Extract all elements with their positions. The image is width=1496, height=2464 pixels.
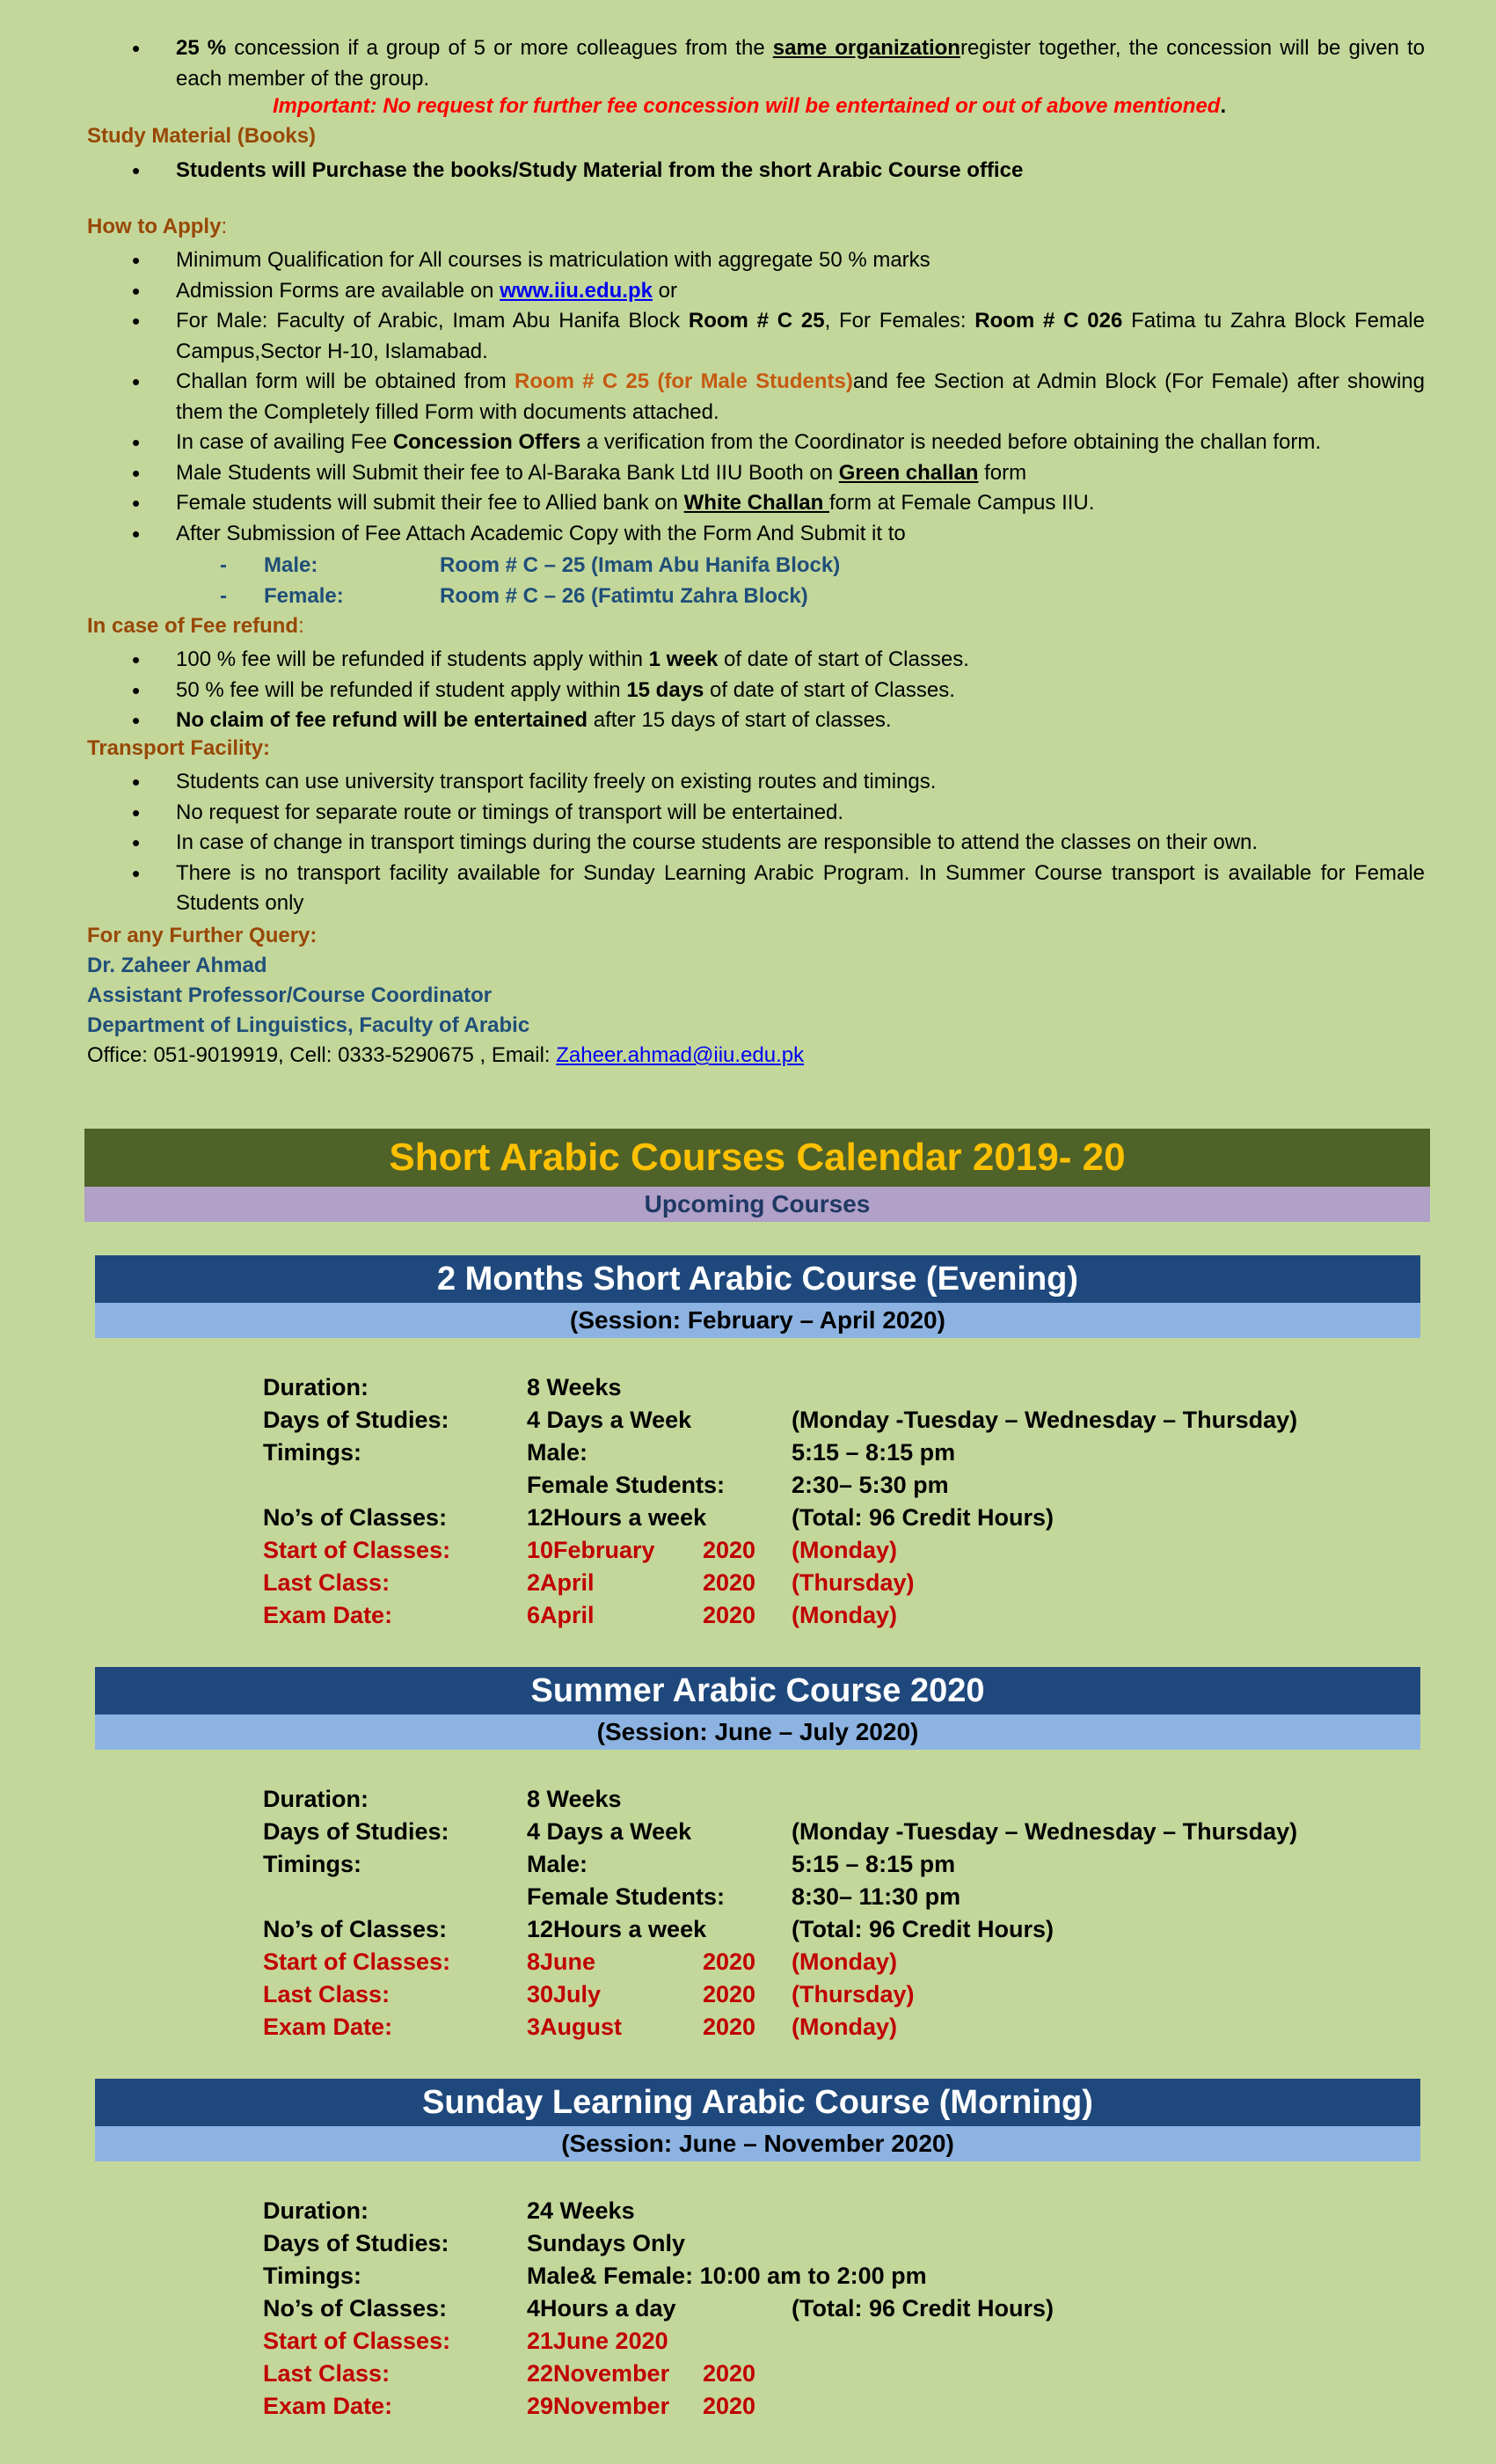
query-heading: For any Further Query:: [87, 924, 317, 947]
calendar-subtitle: Upcoming Courses: [84, 1187, 1430, 1222]
refund-list: [132, 645, 1425, 736]
course1-timings-row: Timings: Male: 5:15 – 8:15 pm: [263, 1439, 956, 1466]
list-item: • For Male: Faculty of Arabic, Imam Abu Hanifa Block Room # C 25, For Females: Room # C 026 Fatima tu Zahra Block Female Campus,Sector H-10, Islamabad.: [132, 306, 1425, 367]
email-link[interactable]: Zaheer.ahmad@iiu.edu.pk: [556, 1043, 805, 1067]
course2-title: Summer Arabic Course 2020: [95, 1667, 1420, 1715]
list-item: • No claim of fee refund will be entertained after 15 days of start of classes.: [132, 706, 1425, 736]
course1-exam-row: Exam Date: 6April 2020 (Monday): [263, 1602, 897, 1628]
course3-session: (Session: June – November 2020): [95, 2126, 1420, 2161]
course2-classes-row: No’s of Classes: 12Hours a week (Total: 96 Credit Hours): [263, 1916, 1054, 1942]
course1-last-row: Last Class: 2April 2020 (Thursday): [263, 1569, 915, 1596]
course3-last-row: Last Class: 22November 2020: [263, 2360, 756, 2387]
list-item: • Students can use university transport facility freely on existing routes and timings.: [132, 767, 1425, 798]
list-item: • In case of change in transport timings during the course students are responsible to attend the classes on their own.: [132, 828, 1425, 859]
study-material-list: [132, 156, 1425, 186]
refund-heading: In case of Fee refund:: [87, 614, 304, 638]
list-item: • Admission Forms are available on www.iiu.edu.pk or: [132, 276, 1425, 307]
page: • 25 % concession if a group of 5 or more colleagues from the same organizationregister together, the concession will be given to each member of the group. Important: No request for further fee concession will be entertained or out of above mentioned. Study Material (Books) • Students will Purchase the books/Study Material from the short Arabic Course office How to Apply: • Minimum Qualification for All courses is matriculation with aggregate 50 % marks • Admission Forms are available on www.iiu.edu.pk or • For Male: Faculty of Arabic, Imam Abu Hanifa Block Room # C 25, For Females: Room # C 026 Fatima tu Zahra Block Female Campus,Sector H-10, Islamabad. • Challan form will be obtained from Room # C 25 (for Male Students)and fee Section at Admin Block (For Female) after showing them the Completely filled Form with documents attached. • In case of availing Fee Concession Offers a verification from the Coordinator is needed before obtaining the challan form. • Male Students will Submit their fee to Al-Baraka Bank Ltd IIU Booth on Green challan form • Female students will submit their fee to Allied bank on White Challan form at Female Campus IIU. • After Submission of Fee Attach Academic Copy with the Form And Submit it to - Male: Room # C – 25 (Imam Abu Hanifa Block) - Female: Room # C – 26 (Fatimtu Zahra Block) In case of Fee refund: • 100 % fee will be refunded if students apply within 1 week of date of start of Classes. • 50 % fee will be refunded if student apply within 15 days of date of start of Classes. • No claim of fee refund will be entertained after 15 days of start of classes. Transport Facility: • Students can use university transport facility freely on existing routes and timings. • No request for separate route or timings of transport will be entertained. • In case of change in transport timings during the course students are responsible to attend the classes on their own. • There is no transport facility available for Sunday Learning Arabic Program. In Summer Course transport is available for Female Students only For any Further Query: Dr. Zaheer Ahmad Assistant Professor/Course Coordinator Department of Linguistics, Faculty of Arabic Office: 051-9019919, Cell: 0333-5290675 , Email: Zaheer.ahmad@iiu.edu.pk Short Arabic Courses Calendar 2019- 20 Upcoming Courses 2 Months Short Arabic Course (Evening) (Session: February – April 2020) Duration: 8 Weeks Days of Studies: 4 Days a Week (Monday -Tuesday – Wednesday – Thursday) Timings: Male: 5:15 – 8:15 pm Female Students: 2:30– 5:30 pm No’s of Classes: 12Hours a week (Total: 96 Credit Hours) Start of Classes: 10February 2020 (Monday) Last Class: 2April 2020 (Thursday) Exam Date: 6April 2020 (Monday) Summer Arabic Course 2020 (Session: June – July 2020) Duration: 8 Weeks Days of Studies: 4 Days a Week (Monday -Tuesday – Wednesday – Thursday) Timings: Male: 5:15 – 8:15 pm Female Students: 8:30– 11:30 pm No’s of Classes: 12Hours a week (Total: 96 Credit Hours) Start of Classes: 8June 2020 (Monday) Last Class: 30July 2020 (Thursday) Exam Date: 3August 2020 (Monday) Sunday Learning Arabic Course (Morning) (Session: June – November 2020) Duration: 24 Weeks Days of Studies: Sundays Only Timings: Male& Female: 10:00 am to 2:00 pm No’s of Classes: 4Hours a day (Total: 96 Credit Hours) Start of Classes: 21June 2020 Last Class: 22November 2020 Exam Date: 29November 2020: [0, 0, 1496, 2464]
study-material-heading: Study Material (Books): [87, 124, 317, 148]
course1-female-row: Female Students: 2:30– 5:30 pm: [527, 1472, 949, 1498]
list-item: • Female students will submit their fee to Allied bank on White Challan form at Female Campus IIU.: [132, 488, 1425, 519]
course3-title: Sunday Learning Arabic Course (Morning): [95, 2079, 1420, 2126]
contact-title: Assistant Professor/Course Coordinator: [87, 983, 493, 1007]
list-item: • Minimum Qualification for All courses is matriculation with aggregate 50 % marks: [132, 245, 1425, 276]
transport-list: [132, 767, 1425, 919]
course1-duration-row: Duration: 8 Weeks: [263, 1374, 622, 1400]
course1-classes-row: No’s of Classes: 12Hours a week (Total: 96 Credit Hours): [263, 1504, 1054, 1531]
course2-timings-row: Timings: Male: 5:15 – 8:15 pm: [263, 1851, 956, 1877]
list-item: • There is no transport facility available for Sunday Learning Arabic Program. In Summer Course transport is available for Female Students only: [132, 859, 1425, 919]
course1-session: (Session: February – April 2020): [95, 1303, 1420, 1338]
concession-item: • 25 % concession if a group of 5 or more colleagues from the same organizationregister together, the concession will be given to each member of the group.: [132, 33, 1425, 94]
course3-timings-row: Timings: Male& Female: 10:00 am to 2:00 pm: [263, 2263, 927, 2289]
course2-days-row: Days of Studies: 4 Days a Week (Monday -Tuesday – Wednesday – Thursday): [263, 1818, 1298, 1845]
course1-days-row: Days of Studies: 4 Days a Week (Monday -Tuesday – Wednesday – Thursday): [263, 1407, 1298, 1433]
course3-classes-row: No’s of Classes: 4Hours a day (Total: 96 Credit Hours): [263, 2295, 1054, 2321]
list-item: • In case of availing Fee Concession Offers a verification from the Coordinator is needed before obtaining the challan form.: [132, 428, 1425, 458]
list-item: • 100 % fee will be refunded if students apply within 1 week of date of start of Classes.: [132, 645, 1425, 676]
course2-last-row: Last Class: 30July 2020 (Thursday): [263, 1981, 915, 2007]
course3-duration-row: Duration: 24 Weeks: [263, 2197, 635, 2224]
list-item: • Male Students will Submit their fee to Al-Baraka Bank Ltd IIU Booth on Green challan form: [132, 458, 1425, 489]
important-note: Important: No request for further fee concession will be entertained or out of above mentioned.: [273, 94, 1227, 118]
list-item: • No request for separate route or timings of transport will be entertained.: [132, 798, 1425, 829]
contact-department: Department of Linguistics, Faculty of Arabic: [87, 1013, 530, 1037]
course1-start-row: Start of Classes: 10February 2020 (Monday): [263, 1537, 897, 1563]
calendar-title: Short Arabic Courses Calendar 2019- 20: [84, 1129, 1430, 1187]
course1-title: 2 Months Short Arabic Course (Evening): [95, 1255, 1420, 1303]
course3-days-row: Days of Studies: Sundays Only: [263, 2230, 686, 2256]
contact-name: Dr. Zaheer Ahmad: [87, 954, 267, 977]
list-item: • After Submission of Fee Attach Academic Copy with the Form And Submit it to: [132, 519, 1425, 550]
concession-list: [132, 33, 1425, 94]
contact-office: Office: 051-9019919, Cell: 0333-5290675 , Email: Zaheer.ahmad@iiu.edu.pk: [87, 1043, 805, 1067]
course2-start-row: Start of Classes: 8June 2020 (Monday): [263, 1949, 897, 1975]
how-to-apply-heading: How to Apply:: [87, 215, 228, 238]
course2-female-row: Female Students: 8:30– 11:30 pm: [527, 1883, 961, 1910]
course2-exam-row: Exam Date: 3August 2020 (Monday): [263, 2014, 897, 2040]
course2-duration-row: Duration: 8 Weeks: [263, 1786, 622, 1812]
transport-heading: Transport Facility:: [87, 736, 271, 760]
list-item: • Challan form will be obtained from Room # C 25 (for Male Students)and fee Section at Admin Block (For Female) after showing them the Completely filled Form with documents attached.: [132, 367, 1425, 428]
list-item: • Students will Purchase the books/Study Material from the short Arabic Course office: [132, 156, 1425, 186]
course2-session: (Session: June – July 2020): [95, 1715, 1420, 1750]
course3-exam-row: Exam Date: 29November 2020: [263, 2393, 756, 2419]
how-to-apply-list: [132, 245, 1425, 549]
list-item: • 50 % fee will be refunded if student apply within 15 days of date of start of Classes.: [132, 676, 1425, 706]
course3-start-row: Start of Classes: 21June 2020: [263, 2328, 668, 2354]
website-link[interactable]: www.iiu.edu.pk: [500, 278, 653, 303]
